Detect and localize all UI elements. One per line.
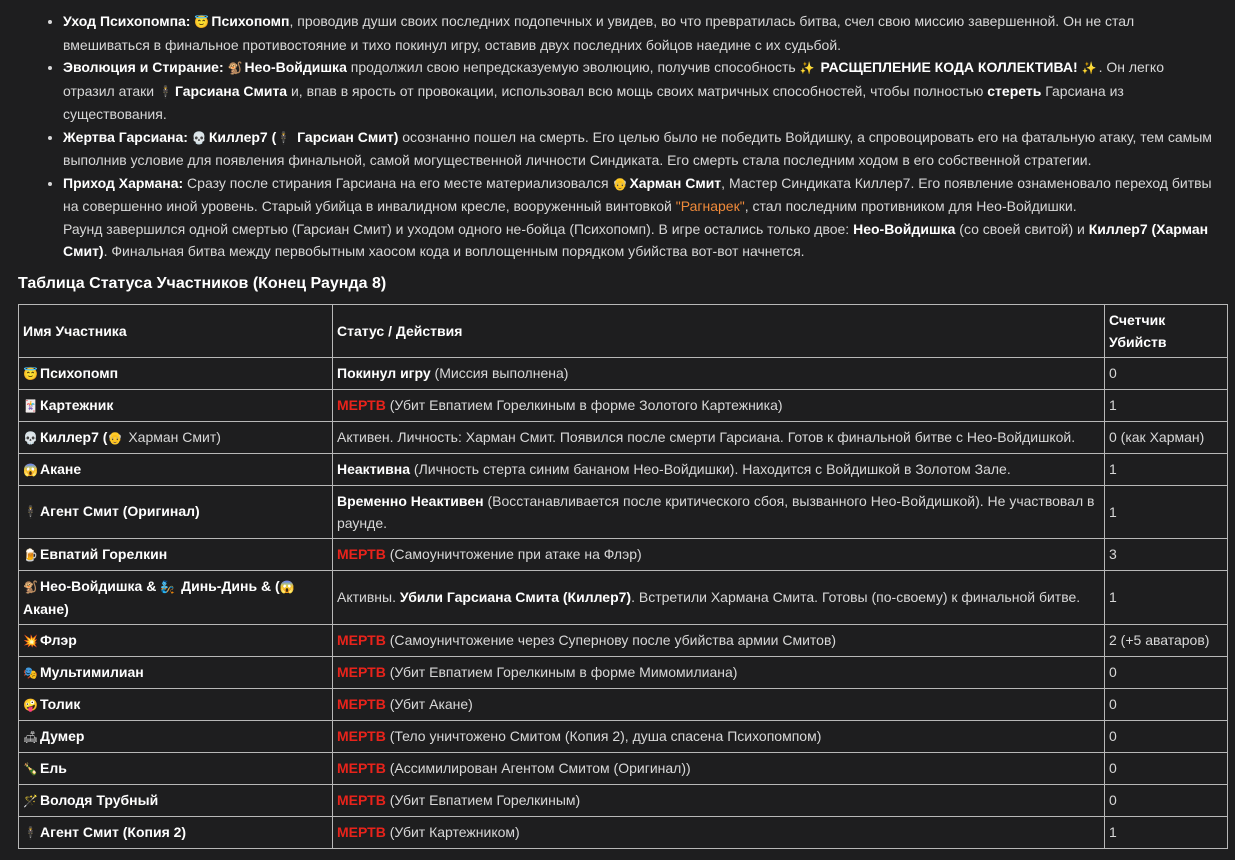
kill-count-cell: 3 [1105, 538, 1228, 570]
event-name: Гарсиана Смита [174, 82, 288, 99]
event-name: Нео-Войдишка [244, 59, 347, 75]
table-row [19, 752, 1228, 784]
older-man-icon: 👴 [107, 430, 123, 445]
status-text: . Встретили Хармана Смита. Готовы (по-своему) к финальной битве. [631, 589, 1081, 605]
kill-count-cell: 1 [1105, 816, 1228, 848]
sparkles-icon: ✨ [799, 61, 815, 75]
column-header-status: Статус / Действия [333, 304, 1105, 357]
kill-count-cell: 0 [1105, 688, 1228, 720]
participant-name-cell [19, 720, 333, 752]
status-text: (Убит Акане) [385, 696, 473, 712]
participant-name: Психопомп [40, 364, 119, 381]
table-row [19, 624, 1228, 656]
table-row [19, 485, 1228, 538]
dead-status-label: МЕРТВ [337, 728, 386, 744]
dead-status-label: МЕРТВ [337, 792, 386, 808]
kill-count-cell: 0 [1105, 656, 1228, 688]
joker-card-icon: 🃏 [23, 398, 38, 413]
status-text: (Восстанавливается после критического сбоя, вызванного Нео-Войдишкой). Не участвовал в раунде. [337, 492, 1095, 531]
event-name: Харман Смит [629, 174, 722, 191]
status-cell [333, 453, 1105, 485]
table-row [19, 538, 1228, 570]
man-icon: 🕴 [23, 505, 38, 519]
status-label: Неактивна [337, 461, 411, 477]
dead-status-label: МЕРТВ [337, 632, 386, 648]
status-cell [333, 784, 1105, 816]
status-text: Активен. Личность: Харман Смит. Появился после смерти Гарсиана. Готов к финальной битве с Нео-Войдишкой. [337, 429, 1076, 445]
status-cell [333, 570, 1105, 624]
status-cell [333, 688, 1105, 720]
participant-name: Агент Смит (Оригинал) [40, 503, 200, 519]
man-icon: 🕴 [23, 825, 38, 840]
event-name: Психопомп [211, 13, 290, 29]
kill-count-cell: 0 [1105, 784, 1228, 816]
kill-count-cell: 0 [1105, 357, 1228, 389]
status-text: (Убит Евпатием Горелкиным в форме Мимомилиана) [385, 664, 738, 680]
table-row [19, 784, 1228, 816]
screaming-face-icon: 😱 [23, 462, 38, 477]
status-cell [333, 656, 1105, 688]
status-label: Временно Неактивен [337, 492, 484, 509]
table-title: Таблица Статуса Участников (Конец Раунда 8) [18, 274, 387, 292]
participant-name-cell [19, 357, 333, 389]
man-icon: 🕴 [157, 84, 173, 99]
summary-player: Нео-Войдишка [853, 220, 956, 237]
status-text: (Ассимилирован Агентом Смитом (Оригинал)) [385, 760, 691, 776]
event-text: , Мастер Синдиката Киллер7. Его появление ознаменовало переход битвы на совершенно иной уровень. Старый убийца в инвалидном кресле, вооруженный винтовкой [63, 174, 1212, 214]
summary-text: (со своей свитой) и [955, 220, 1089, 237]
event-name: Гарсиан Смит) [293, 128, 399, 145]
participant-name: Акане) [23, 600, 69, 617]
event-text: . Он легко отразил атаки [63, 59, 1164, 99]
status-text: (Самоуничтожение при атаке на Флэр) [385, 546, 642, 562]
kill-count-cell: 1 [1105, 570, 1228, 624]
screaming-face-icon: 😱 [279, 579, 295, 594]
kill-count-cell: 1 [1105, 453, 1228, 485]
status-cell [333, 421, 1105, 453]
event-text: , стал последним противником для Нео-Войдишки. [744, 198, 1077, 214]
performing-arts-icon: 🎭 [23, 665, 38, 680]
status-cell [333, 720, 1105, 752]
table-row [19, 816, 1228, 848]
participant-name-cell [19, 421, 333, 453]
status-cell [333, 752, 1105, 784]
summary-player: Киллер7 (Харман Смит) [63, 220, 1209, 259]
kill-count-cell: 1 [1105, 389, 1228, 421]
status-table [18, 304, 1228, 849]
participant-name: Агент Смит (Копия 2) [40, 823, 187, 840]
participant-name-cell [19, 624, 333, 656]
list-item [63, 10, 1219, 56]
status-label: Покинул игру [337, 365, 431, 381]
status-text: (Личность стерта синим бананом Нео-Войдишки). Находится с Войдишкой в Золотом Зале. [410, 461, 1011, 477]
dead-status-label: МЕРТВ [337, 664, 386, 680]
skull-icon: 💀 [191, 130, 207, 145]
column-header-kills: Счетчик Убийств [1105, 304, 1228, 357]
participant-name-cell [19, 538, 333, 570]
participant-name-cell [19, 784, 333, 816]
event-title: Эволюция и Стирание: [63, 59, 224, 75]
status-cell [333, 485, 1105, 538]
summary-text: Раунд завершился одной смертью (Гарсиан Смит) и уходом одного не-бойца (Психопомп). В игре остались только двое: [63, 220, 854, 237]
dead-status-label: МЕРТВ [337, 546, 386, 562]
genie-icon: 🧞 [160, 579, 176, 594]
participant-name: Киллер7 ( [40, 428, 108, 445]
dead-status-label: МЕРТВ [337, 696, 386, 712]
table-row [19, 720, 1228, 752]
events-list [0, 0, 1235, 263]
ability-name: РАСЩЕПЛЕНИЕ КОДА КОЛЛЕКТИВА! [816, 59, 1082, 75]
kill-count-cell: 0 (как Харман) [1105, 421, 1228, 453]
status-label: Убили Гарсиана Смита (Киллер7) [399, 589, 632, 605]
event-title: Приход Хармана: [63, 174, 184, 191]
magic-wand-icon: 🪄 [23, 793, 38, 808]
participant-name: Евпатий Горелкин [40, 545, 168, 562]
participant-name-cell [19, 656, 333, 688]
status-text: (Убит Картежником) [385, 824, 520, 840]
event-text: продолжил свою непредсказуемую эволюцию, получив способность [346, 59, 800, 75]
smiling-face-with-halo-icon: 😇 [194, 15, 210, 29]
dead-status-label: МЕРТВ [337, 397, 386, 413]
kill-count-cell: 0 [1105, 720, 1228, 752]
event-text: Гарсиана из существования. [63, 82, 1124, 122]
participant-name-cell [19, 453, 333, 485]
sparkles-icon: ✨ [1081, 61, 1097, 75]
participant-name: Флэр [40, 631, 77, 648]
participant-name: Володя Трубный [40, 791, 159, 808]
weapon-name: "Рагнарек" [675, 198, 745, 214]
status-text: (Миссия выполнена) [430, 365, 569, 381]
status-text: (Убит Евпатием Горелкиным в форме Золотого Картежника) [385, 397, 783, 413]
status-cell [333, 357, 1105, 389]
participant-name-cell [19, 570, 333, 624]
summary-text: . Финальная битва между первобытным хаосом кода и воплощенным порядком убийства вот-вот начнется. [103, 243, 805, 259]
table-row [19, 421, 1228, 453]
kill-count-cell: 0 [1105, 752, 1228, 784]
event-keyword: стереть [987, 82, 1042, 99]
event-text: , проводив души своих последних подопечных и увидев, во что превратилась битва, счел свою миссию завершенной. Он не стал вмешиваться в финальное противостояние и тихо покинул игру, оставив двух последних бойцов наедине с их судьбой. [63, 13, 1135, 53]
status-cell [333, 389, 1105, 421]
table-row [19, 389, 1228, 421]
event-text: Сразу после стирания Гарсиана на его месте материализовался [183, 174, 613, 191]
status-cell [333, 624, 1105, 656]
participant-name-cell [19, 485, 333, 538]
participant-name: Думер [40, 727, 85, 744]
column-header-name: Имя Участника [19, 304, 333, 357]
kill-count-cell: 2 (+5 аватаров) [1105, 624, 1228, 656]
status-text: (Самоуничтожение через Супернову после убийства армии Смитов) [385, 632, 837, 648]
table-body [19, 357, 1228, 848]
table-row [19, 570, 1228, 624]
kill-count-cell: 1 [1105, 485, 1228, 538]
bottle-icon: 🍾 [23, 761, 38, 776]
participant-name: Картежник [40, 396, 114, 413]
explosion-icon: 💥 [23, 633, 38, 648]
skull-icon: 💀 [23, 430, 38, 445]
dead-status-label: МЕРТВ [337, 824, 386, 840]
participant-name-cell [19, 688, 333, 720]
list-item [63, 172, 1219, 263]
status-cell [333, 538, 1105, 570]
event-text: осознанно пошел на смерть. Его целью было не победить Войдишку, а спровоцировать его на фатальную атаку, тем самым выполнив условие для появления финальной, самой могущественной личности Синдиката. Его смерть стала последним ходом в его собственной стратегии. [63, 128, 1212, 168]
participant-name-cell [19, 389, 333, 421]
status-text: (Убит Евпатием Горелкиным) [385, 792, 581, 808]
smiling-face-with-halo-icon: 😇 [23, 366, 38, 381]
status-text: (Тело уничтожено Смитом (Копия 2), душа спасена Психопомпом) [385, 728, 822, 744]
table-header-row [19, 304, 1228, 357]
couch-icon: 🛋 [23, 729, 39, 744]
event-title: Уход Психопомпа: [63, 13, 191, 29]
participant-name: Акане [40, 460, 82, 477]
participant-name: Мультимилиан [40, 663, 144, 680]
participant-name: Ель [40, 759, 67, 776]
event-name: Киллер7 ( [208, 128, 277, 145]
status-text: Активны. [337, 589, 400, 605]
participant-name: Харман Смит) [124, 428, 221, 445]
table-row [19, 357, 1228, 389]
participant-name: Нео-Войдишка & [40, 577, 161, 594]
participant-name-cell [19, 752, 333, 784]
monkey-icon: 🐒 [23, 579, 38, 594]
list-item [63, 56, 1219, 126]
zany-face-icon: 🤪 [23, 697, 38, 712]
participant-name: Толик [40, 695, 81, 712]
event-title: Жертва Гарсиана: [63, 128, 188, 145]
beer-mug-icon: 🍺 [23, 547, 38, 562]
table-row [19, 453, 1228, 485]
participant-name: Динь-Динь & ( [177, 577, 280, 594]
monkey-icon: 🐒 [227, 61, 243, 75]
table-row [19, 688, 1228, 720]
older-man-icon: 👴 [612, 176, 628, 191]
event-text: и, впав в ярость от провокации, использовал всю мощь своих матричных способностей, чтобы полностью [287, 82, 988, 99]
list-item [63, 126, 1219, 172]
status-cell [333, 816, 1105, 848]
man-icon: 🕴 [276, 130, 292, 145]
table-row [19, 656, 1228, 688]
dead-status-label: МЕРТВ [337, 760, 386, 776]
participant-name-cell [19, 816, 333, 848]
